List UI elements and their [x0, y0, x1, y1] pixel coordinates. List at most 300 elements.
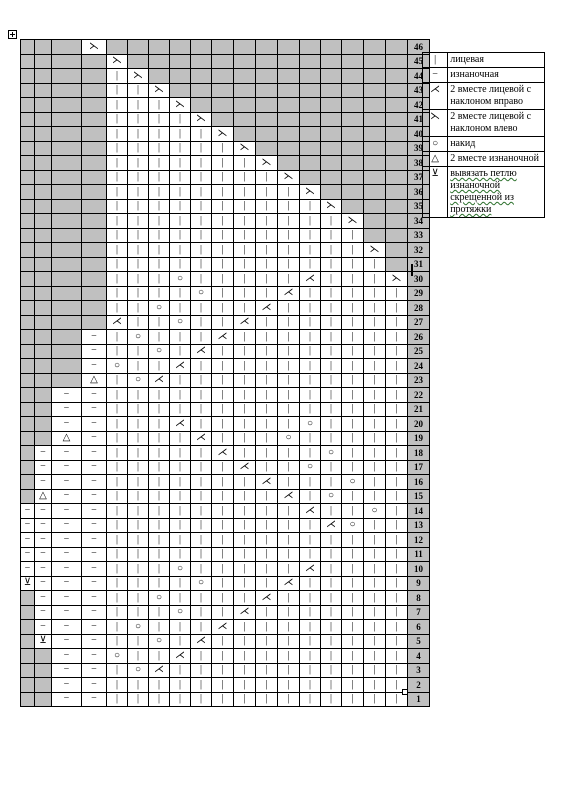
no-stitch-cell	[21, 417, 35, 432]
yarn-over-icon: ○	[321, 446, 342, 461]
purl-stitch-icon: −	[35, 547, 52, 562]
no-stitch-cell	[342, 98, 364, 113]
chart-row	[21, 576, 430, 591]
knit-stitch-icon: |	[256, 373, 278, 388]
knit-stitch-icon: |	[234, 446, 256, 461]
knit-stitch-icon: |	[342, 417, 364, 432]
knit-stitch-icon: |	[191, 605, 212, 620]
knit-stitch-icon: |	[300, 228, 321, 243]
yarn-over-icon: ○	[170, 605, 191, 620]
k2tog-right-icon: ⋌	[212, 446, 234, 461]
knit-stitch-icon: |	[278, 591, 300, 606]
knit-stitch-icon: |	[128, 344, 149, 359]
knit-stitch-icon: |	[212, 344, 234, 359]
knit-stitch-icon: |	[256, 431, 278, 446]
no-stitch-cell	[35, 286, 52, 301]
k2tog-left-icon: ⋋	[278, 170, 300, 185]
knit-stitch-icon: |	[107, 127, 128, 142]
knit-stitch-icon: |	[234, 518, 256, 533]
purl-stitch-icon: −	[52, 562, 82, 577]
no-stitch-cell	[212, 83, 234, 98]
chart-row	[21, 620, 430, 635]
knit-stitch-icon: |	[321, 460, 342, 475]
row-number: 20	[408, 417, 430, 432]
knit-stitch-icon: |	[386, 286, 408, 301]
knit-stitch-icon: |	[364, 330, 386, 345]
knit-stitch-icon: |	[278, 692, 300, 707]
yarn-over-icon: ○	[300, 460, 321, 475]
chart-row	[21, 431, 430, 446]
knit-stitch-icon: |	[170, 504, 191, 519]
knit-stitch-icon: |	[191, 214, 212, 229]
knit-stitch-icon: |	[342, 431, 364, 446]
knit-stitch-icon: |	[321, 272, 342, 287]
chart-row	[21, 344, 430, 359]
p2tog-icon: △	[35, 489, 52, 504]
no-stitch-cell	[35, 141, 52, 156]
no-stitch-cell	[321, 69, 342, 84]
no-stitch-cell	[212, 112, 234, 127]
no-stitch-cell	[52, 286, 82, 301]
purl-stitch-icon: −	[82, 663, 107, 678]
knit-stitch-icon: |	[321, 257, 342, 272]
knit-stitch-icon: |	[234, 243, 256, 258]
knit-stitch-icon: |	[364, 518, 386, 533]
knit-stitch-icon: |	[191, 591, 212, 606]
no-stitch-cell	[170, 54, 191, 69]
no-stitch-cell	[21, 40, 35, 55]
knit-stitch-icon: |	[321, 547, 342, 562]
knit-stitch-icon: |	[321, 504, 342, 519]
no-stitch-cell	[52, 141, 82, 156]
knit-stitch-icon: |	[191, 388, 212, 403]
no-stitch-cell	[52, 344, 82, 359]
knit-stitch-icon: |	[364, 388, 386, 403]
no-stitch-cell	[21, 678, 35, 693]
purl-stitch-icon: −	[82, 330, 107, 345]
knit-stitch-icon: |	[321, 663, 342, 678]
no-stitch-cell	[35, 417, 52, 432]
knit-stitch-icon: |	[234, 692, 256, 707]
chart-row	[21, 286, 430, 301]
no-stitch-cell	[21, 272, 35, 287]
knit-stitch-icon: |	[212, 286, 234, 301]
chart-row	[21, 533, 430, 548]
knit-stitch-icon: |	[386, 504, 408, 519]
row-number: 11	[408, 547, 430, 562]
knit-stitch-icon: |	[234, 185, 256, 200]
knit-stitch-icon: |	[107, 69, 128, 84]
no-stitch-cell	[212, 98, 234, 113]
row-number: 2	[408, 678, 430, 693]
no-stitch-cell	[342, 127, 364, 142]
no-stitch-cell	[35, 112, 52, 127]
chart-row	[21, 692, 430, 707]
no-stitch-cell	[82, 301, 107, 316]
purl-stitch-icon: −	[82, 446, 107, 461]
no-stitch-cell	[21, 199, 35, 214]
knit-stitch-icon: |	[107, 272, 128, 287]
row-number: 13	[408, 518, 430, 533]
knit-stitch-icon: |	[300, 518, 321, 533]
no-stitch-cell	[278, 98, 300, 113]
no-stitch-cell	[342, 112, 364, 127]
knit-stitch-icon: |	[278, 301, 300, 316]
knit-stitch-icon: |	[128, 286, 149, 301]
knit-stitch-icon: |	[321, 576, 342, 591]
row-number: 31	[408, 257, 430, 272]
chart-row	[21, 127, 430, 142]
purl-stitch-icon: −	[35, 446, 52, 461]
k2tog-right-icon: ⋌	[107, 315, 128, 330]
knit-stitch-icon: |	[170, 199, 191, 214]
yarn-over-icon: ○	[128, 620, 149, 635]
knit-stitch-icon: |	[256, 692, 278, 707]
knit-stitch-icon: |	[321, 605, 342, 620]
no-stitch-cell	[35, 170, 52, 185]
knit-stitch-icon: |	[149, 286, 170, 301]
row-number: 19	[408, 431, 430, 446]
no-stitch-cell	[35, 199, 52, 214]
knit-stitch-icon: |	[278, 243, 300, 258]
knit-stitch-icon: |	[149, 185, 170, 200]
knit-stitch-icon: |	[107, 475, 128, 490]
no-stitch-cell	[35, 54, 52, 69]
knit-stitch-icon: |	[342, 663, 364, 678]
chart-row	[21, 373, 430, 388]
chart-row	[21, 257, 430, 272]
knit-stitch-icon: |	[107, 373, 128, 388]
knit-stitch-icon: |	[342, 678, 364, 693]
knit-stitch-icon: |	[170, 257, 191, 272]
no-stitch-cell	[256, 127, 278, 142]
row-number: 33	[408, 228, 430, 243]
no-stitch-cell	[82, 112, 107, 127]
knit-stitch-icon: |	[300, 649, 321, 664]
knit-stitch-icon: |	[149, 576, 170, 591]
no-stitch-cell	[52, 127, 82, 142]
table-resize-handle-icon[interactable]	[402, 689, 408, 695]
knit-stitch-icon: |	[128, 504, 149, 519]
knit-stitch-icon: |	[234, 475, 256, 490]
knit-stitch-icon: |	[170, 214, 191, 229]
knit-stitch-icon: |	[278, 344, 300, 359]
knit-stitch-icon: |	[107, 156, 128, 171]
knit-stitch-icon: |	[278, 649, 300, 664]
knit-stitch-icon: |	[128, 562, 149, 577]
knit-stitch-icon: |	[234, 199, 256, 214]
knit-stitch-icon: |	[128, 156, 149, 171]
no-stitch-cell	[35, 330, 52, 345]
knit-stitch-icon: |	[321, 692, 342, 707]
no-stitch-cell	[21, 475, 35, 490]
knit-stitch-icon: |	[191, 547, 212, 562]
no-stitch-cell	[342, 69, 364, 84]
knit-stitch-icon: |	[386, 576, 408, 591]
knit-stitch-icon: |	[170, 460, 191, 475]
knit-stitch-icon: |	[278, 678, 300, 693]
k2tog-right-icon: ⋌	[191, 431, 212, 446]
chart-row	[21, 228, 430, 243]
knit-stitch-icon: |	[107, 257, 128, 272]
knit-stitch-icon: |	[149, 562, 170, 577]
knit-stitch-icon: |	[107, 402, 128, 417]
knit-stitch-icon: |	[278, 214, 300, 229]
no-stitch-cell	[82, 170, 107, 185]
no-stitch-cell	[21, 69, 35, 84]
knit-stitch-icon: |	[107, 533, 128, 548]
knit-stitch-icon: |	[364, 475, 386, 490]
knit-stitch-icon: |	[170, 692, 191, 707]
knit-stitch-icon: |	[212, 141, 234, 156]
knit-stitch-icon: |	[321, 373, 342, 388]
knit-stitch-icon: |	[170, 330, 191, 345]
k2tog-right-icon: ⋌	[300, 504, 321, 519]
knit-stitch-icon: |	[364, 620, 386, 635]
k2tog-left-icon: ⋋	[321, 199, 342, 214]
knit-stitch-icon: |	[212, 431, 234, 446]
purl-stitch-icon: −	[82, 475, 107, 490]
purl-stitch-icon: −	[82, 402, 107, 417]
knit-stitch-icon: |	[256, 518, 278, 533]
knit-stitch-icon: |	[191, 692, 212, 707]
k2tog-right-icon: ⋌	[170, 649, 191, 664]
knit-stitch-icon: |	[300, 678, 321, 693]
knit-stitch-icon: |	[386, 518, 408, 533]
knit-stitch-icon: |	[278, 446, 300, 461]
purl-stitch-icon: −	[52, 547, 82, 562]
knit-stitch-icon: |	[149, 678, 170, 693]
knit-stitch-icon: |	[149, 504, 170, 519]
knit-stitch-icon: |	[342, 533, 364, 548]
no-stitch-cell	[52, 98, 82, 113]
knit-stitch-icon: |	[191, 127, 212, 142]
no-stitch-cell	[364, 228, 386, 243]
k2tog-right-icon: ⋌	[321, 518, 342, 533]
k2tog-left-icon: ⋋	[256, 156, 278, 171]
no-stitch-cell	[82, 185, 107, 200]
knit-stitch-icon: |	[256, 257, 278, 272]
knit-stitch-icon: |	[386, 620, 408, 635]
no-stitch-cell	[386, 170, 408, 185]
knit-stitch-icon: |	[212, 562, 234, 577]
knit-stitch-icon: |	[321, 214, 342, 229]
knit-stitch-icon: |	[256, 649, 278, 664]
no-stitch-cell	[256, 69, 278, 84]
knit-stitch-icon: |	[170, 678, 191, 693]
purl-stitch-icon: −	[35, 562, 52, 577]
knit-stitch-icon: |	[191, 156, 212, 171]
no-stitch-cell	[52, 373, 82, 388]
table-move-handle-icon[interactable]	[8, 30, 17, 39]
no-stitch-cell	[82, 315, 107, 330]
knit-stitch-icon: |	[212, 315, 234, 330]
no-stitch-cell	[52, 170, 82, 185]
knit-stitch-icon: |	[321, 620, 342, 635]
knit-stitch-icon: |	[191, 243, 212, 258]
knit-stitch-icon: |	[364, 402, 386, 417]
knit-stitch-icon: |	[107, 678, 128, 693]
knit-stitch-icon: |	[191, 678, 212, 693]
knit-stitch-icon: |	[364, 344, 386, 359]
knit-stitch-icon: |	[128, 547, 149, 562]
knit-stitch-icon: |	[386, 649, 408, 664]
purl-stitch-icon: −	[21, 547, 35, 562]
knit-stitch-icon: |	[278, 533, 300, 548]
legend-table	[422, 52, 545, 218]
k2tog-right-icon: ⋌	[170, 359, 191, 374]
row-number: 44	[408, 69, 430, 84]
knit-stitch-icon: |	[128, 518, 149, 533]
knit-stitch-icon: |	[149, 605, 170, 620]
knit-stitch-icon: |	[191, 141, 212, 156]
row-number: 5	[408, 634, 430, 649]
no-stitch-cell	[82, 214, 107, 229]
row-number: 27	[408, 315, 430, 330]
purl-stitch-icon: −	[423, 68, 448, 83]
knit-stitch-icon: |	[364, 605, 386, 620]
knit-stitch-icon: |	[256, 170, 278, 185]
k2tog-left-icon: ⋋	[342, 214, 364, 229]
knit-stitch-icon: |	[386, 315, 408, 330]
no-stitch-cell	[21, 460, 35, 475]
no-stitch-cell	[170, 69, 191, 84]
knit-stitch-icon: |	[386, 388, 408, 403]
twisted-purl-icon: ⊻	[423, 167, 448, 218]
no-stitch-cell	[234, 98, 256, 113]
chart-row	[21, 141, 430, 156]
knit-stitch-icon: |	[321, 359, 342, 374]
legend-text: лицевая	[448, 53, 545, 68]
knit-stitch-icon: |	[278, 402, 300, 417]
no-stitch-cell	[128, 54, 149, 69]
no-stitch-cell	[21, 359, 35, 374]
no-stitch-cell	[149, 40, 170, 55]
purl-stitch-icon: −	[52, 489, 82, 504]
chart-row	[21, 315, 430, 330]
yarn-over-icon: ○	[364, 504, 386, 519]
chart-row	[21, 446, 430, 461]
no-stitch-cell	[35, 272, 52, 287]
knit-stitch-icon: |	[321, 344, 342, 359]
knit-stitch-icon: |	[300, 199, 321, 214]
knit-stitch-icon: |	[191, 663, 212, 678]
knit-stitch-icon: |	[191, 170, 212, 185]
yarn-over-icon: ○	[342, 475, 364, 490]
purl-stitch-icon: −	[82, 649, 107, 664]
no-stitch-cell	[321, 54, 342, 69]
yarn-over-icon: ○	[149, 344, 170, 359]
no-stitch-cell	[21, 214, 35, 229]
k2tog-right-icon: ⋌	[278, 286, 300, 301]
purl-stitch-icon: −	[52, 649, 82, 664]
knit-stitch-icon: |	[191, 620, 212, 635]
knit-stitch-icon: |	[170, 489, 191, 504]
chart-row	[21, 272, 430, 287]
knit-stitch-icon: |	[278, 272, 300, 287]
knit-stitch-icon: |	[321, 475, 342, 490]
knit-stitch-icon: |	[107, 547, 128, 562]
knit-stitch-icon: |	[170, 591, 191, 606]
chart-row	[21, 634, 430, 649]
knit-stitch-icon: |	[256, 359, 278, 374]
purl-stitch-icon: −	[21, 518, 35, 533]
no-stitch-cell	[386, 185, 408, 200]
no-stitch-cell	[234, 54, 256, 69]
knit-stitch-icon: |	[170, 170, 191, 185]
k2tog-right-icon: ⋌	[234, 460, 256, 475]
row-number: 23	[408, 373, 430, 388]
no-stitch-cell	[300, 98, 321, 113]
knit-stitch-icon: |	[234, 504, 256, 519]
no-stitch-cell	[82, 199, 107, 214]
knit-stitch-icon: |	[107, 228, 128, 243]
knit-stitch-icon: |	[364, 576, 386, 591]
row-number: 26	[408, 330, 430, 345]
knit-stitch-icon: |	[107, 663, 128, 678]
knit-stitch-icon: |	[342, 272, 364, 287]
no-stitch-cell	[300, 69, 321, 84]
chart-row	[21, 185, 430, 200]
knit-stitch-icon: |	[321, 301, 342, 316]
knit-stitch-icon: |	[386, 417, 408, 432]
no-stitch-cell	[21, 286, 35, 301]
no-stitch-cell	[35, 344, 52, 359]
knit-stitch-icon: |	[342, 301, 364, 316]
knit-stitch-icon: |	[278, 663, 300, 678]
no-stitch-cell	[21, 634, 35, 649]
knit-stitch-icon: |	[300, 214, 321, 229]
knit-stitch-icon: |	[128, 475, 149, 490]
chart-row	[21, 98, 430, 113]
knit-stitch-icon: |	[256, 272, 278, 287]
no-stitch-cell	[35, 431, 52, 446]
no-stitch-cell	[364, 127, 386, 142]
knit-stitch-icon: |	[128, 301, 149, 316]
knit-stitch-icon: |	[278, 547, 300, 562]
text-cursor	[411, 264, 413, 276]
no-stitch-cell	[364, 170, 386, 185]
chart-row	[21, 489, 430, 504]
knit-stitch-icon: |	[212, 199, 234, 214]
no-stitch-cell	[21, 243, 35, 258]
yarn-over-icon: ○	[170, 272, 191, 287]
knit-stitch-icon: |	[386, 692, 408, 707]
knit-stitch-icon: |	[234, 402, 256, 417]
knit-stitch-icon: |	[107, 83, 128, 98]
knit-stitch-icon: |	[278, 620, 300, 635]
no-stitch-cell	[35, 301, 52, 316]
knit-stitch-icon: |	[212, 634, 234, 649]
knit-stitch-icon: |	[107, 562, 128, 577]
knit-stitch-icon: |	[364, 634, 386, 649]
no-stitch-cell	[52, 54, 82, 69]
chart-row	[21, 591, 430, 606]
chart-row	[21, 170, 430, 185]
knit-stitch-icon: |	[170, 475, 191, 490]
knit-stitch-icon: |	[321, 634, 342, 649]
no-stitch-cell	[342, 170, 364, 185]
knit-stitch-icon: |	[386, 359, 408, 374]
purl-stitch-icon: −	[82, 678, 107, 693]
row-number: 35	[408, 199, 430, 214]
knit-stitch-icon: |	[107, 431, 128, 446]
knit-stitch-icon: |	[170, 301, 191, 316]
knit-stitch-icon: |	[149, 243, 170, 258]
knit-stitch-icon: |	[107, 98, 128, 113]
k2tog-left-icon: ⋋	[212, 127, 234, 142]
knit-stitch-icon: |	[234, 547, 256, 562]
